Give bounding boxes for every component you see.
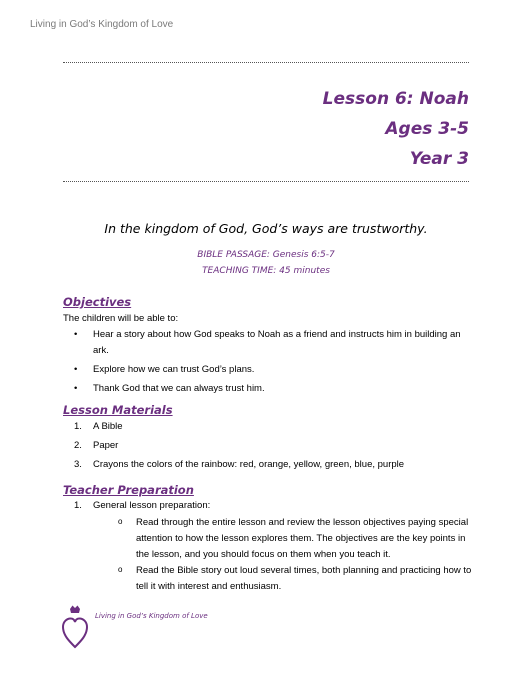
list-item: 1. A Bible — [74, 421, 123, 432]
list-item: 3. Crayons the colors of the rainbow: red, orange, yellow, green, blue, purple — [74, 459, 405, 470]
list-item: 1. General lesson preparation: — [74, 500, 211, 511]
ages-title: Ages 3-5 — [385, 119, 469, 139]
list-item: o Read through the entire lesson and review the lesson objectives paying special attention to how the lesson explores them. The objectives are the key points in the lesson, and you should focus on them when you teach it. — [118, 515, 476, 563]
crown-heart-icon — [60, 604, 90, 650]
preparation-sublist — [118, 515, 476, 595]
objectives-list — [74, 327, 474, 397]
materials-heading: Lesson Materials — [63, 403, 173, 417]
objectives-intro: The children will be able to: — [63, 313, 179, 324]
theme-statement: In the kingdom of God, God’s ways are trustworthy. — [104, 221, 428, 236]
year-title: Year 3 — [409, 149, 469, 169]
materials-list — [74, 419, 474, 473]
list-item: 2. Paper — [74, 440, 119, 451]
preparation-list — [74, 498, 474, 514]
list-item: • Thank God that we can always trust him. — [74, 381, 474, 397]
lesson-title: Lesson 6: Noah — [322, 89, 469, 109]
preparation-heading: Teacher Preparation — [63, 483, 194, 497]
footer-text: Living in God’s Kingdom of Love — [95, 612, 208, 620]
list-item: • Hear a story about how God speaks to Noah as a friend and instructs him in building an ark. — [74, 327, 474, 359]
list-item: • Explore how we can trust God’s plans. — [74, 362, 474, 378]
divider-top — [63, 62, 469, 63]
objectives-heading: Objectives — [63, 295, 132, 309]
bible-passage: BIBLE PASSAGE: Genesis 6:5-7 — [197, 250, 335, 260]
list-item: o Read the Bible story out loud several times, both planning and practicing how to tell it with interest and enthusiasm. — [118, 563, 476, 595]
divider-bottom — [63, 181, 469, 182]
teaching-time: TEACHING TIME: 45 minutes — [202, 266, 330, 276]
running-header: Living in God’s Kingdom of Love — [30, 19, 174, 30]
